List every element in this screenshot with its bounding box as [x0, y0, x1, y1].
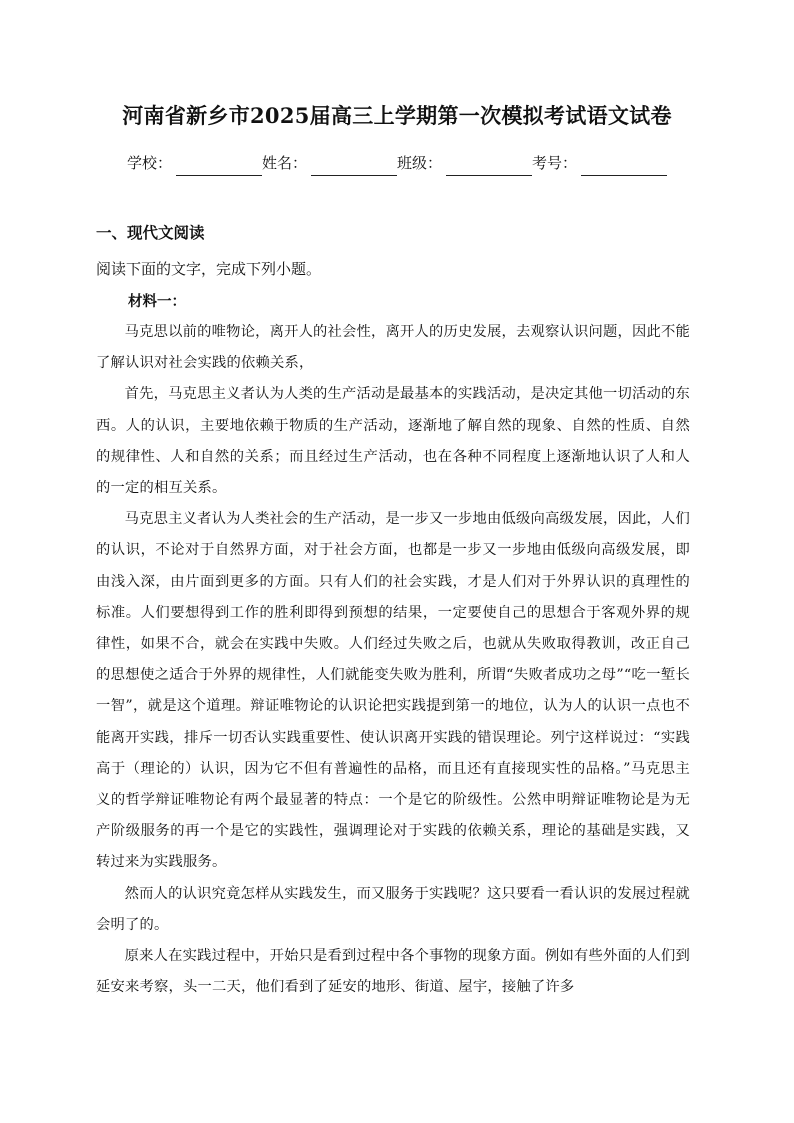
exam-number-blank [581, 155, 667, 176]
school-blank [176, 155, 262, 176]
student-info-row [0, 150, 794, 176]
reading-passage [96, 317, 690, 1003]
passage-paragraph: 马克思主义者认为人类社会的生产活动，是一步又一步地由低级向高级发展，因此，人们的认识，不论对于自然界方面，对于社会方面，也都是一步又一步地由低级向高级发展，即由浅入深，由片面到更多的方面。只有人们的社会实践，才是人们对于外界认识的真理性的标准。人们要想得到工作的胜利即得到预想的结果，一定要使自己的思想合于客观外界的规律性，如果不合，就会在实践中失败。人们经过失败之后，也就从失败取得教训，改正自己的思想使之适合于外界的规律性，人们就能变失败为胜利，所谓“失败者成功之母”“吃一堑长一智”，就是这个道理。辩证唯物论的认识论把实践提到第一的地位，认为人的认识一点也不能离开实践，排斥一切否认实践重要性、使认识离开实践的错误理论。列宁这样说过：“实践高于（理论的）认识，因为它不但有普遍性的品格，而且还有直接现实性的品格。”马克思主义的哲学辩证唯物论有两个最显著的特点：一个是它的阶级性。公然申明辩证唯物论是为无产阶级服务的再一个是它的实践性，强调理论对于实践的依赖关系，理论的基础是实践，又转过来为实践服务。 [96, 511, 690, 871]
class-label: 班级： [397, 154, 443, 172]
school-label: 学校： [126, 154, 172, 172]
section-heading: 一、现代文阅读 [96, 224, 205, 242]
name-field [262, 150, 397, 176]
exam-number-field [532, 150, 667, 176]
exam-title: 河南省新乡市2025届高三上学期第一次模拟考试语文试卷 [122, 103, 672, 128]
passage-paragraph: 然而人的认识究竟怎样从实践发生，而又服务于实践呢？这只要看一看认识的发展过程就会明了的。 [96, 885, 690, 933]
class-field [397, 150, 532, 176]
reading-instruction: 阅读下面的文字，完成下列小题。 [96, 260, 322, 278]
class-blank [446, 155, 532, 176]
passage-paragraph: 马克思以前的唯物论，离开人的社会性，离开人的历史发展，去观察认识问题，因此不能了解认识对社会实践的依赖关系， [96, 324, 690, 372]
passage-paragraph: 原来人在实践过程中，开始只是看到过程中各个事物的现象方面。例如有些外面的人们到延安来考察，头一二天，他们看到了延安的地形、街道、屋宇，接触了许多 [96, 948, 690, 996]
name-blank [311, 155, 397, 176]
material-label: 材料一： [128, 293, 186, 310]
school-field [127, 150, 262, 176]
passage-paragraph: 首先，马克思主义者认为人类的生产活动是最基本的实践活动，是决定其他一切活动的东西。人的认识，主要地依赖于物质的生产活动，逐渐地了解自然的现象、自然的性质、自然的规律性、人和自然的关系；而且经过生产活动，也在各种不同程度上逐渐地认识了人和人的一定的相互关系。 [96, 386, 690, 497]
exam-number-label: 考号： [532, 154, 578, 172]
name-label: 姓名： [261, 154, 307, 172]
